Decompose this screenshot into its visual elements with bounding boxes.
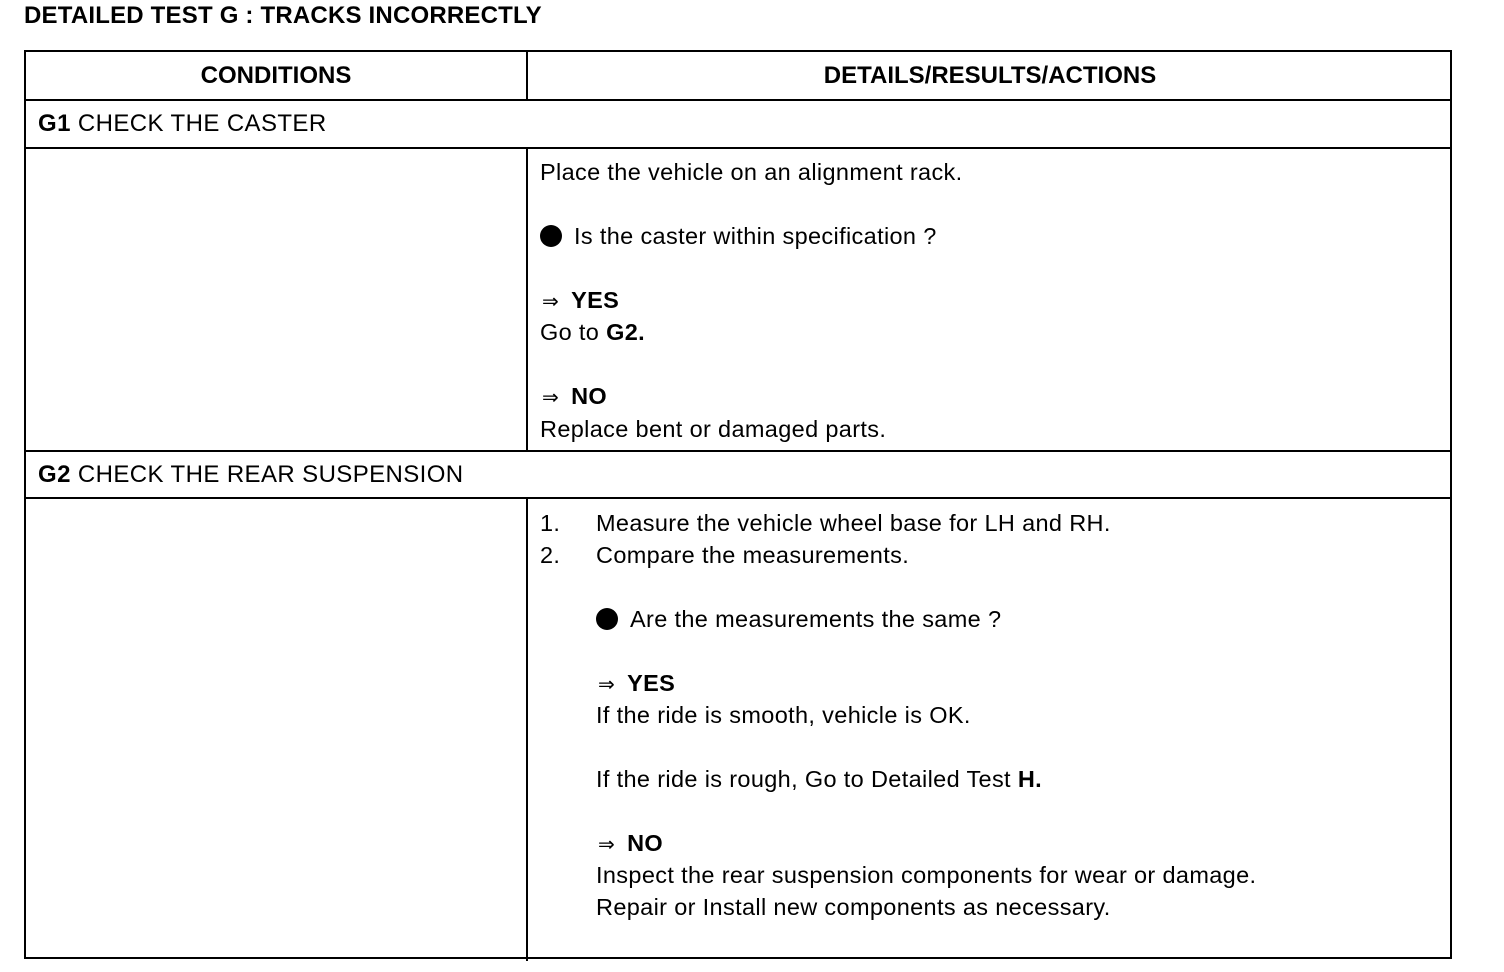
conditions-header: CONDITIONS (200, 62, 352, 89)
header-divider (26, 99, 1450, 101)
g1-title-row-fill (526, 101, 530, 147)
g2-step-2-text: Compare the measurements. (596, 542, 910, 568)
g2-step-1 (540, 509, 1111, 537)
section-g1-title (38, 110, 327, 138)
g2-yes-action-2 (596, 765, 1042, 793)
g2-yes-label: YES (627, 670, 676, 696)
double-arrow-right-icon: ⇒ (542, 289, 560, 313)
g1-yes-label: YES (571, 287, 620, 313)
filled-circle-icon (540, 225, 562, 247)
g2-no (598, 829, 663, 858)
g2-step-1-num: 1. (540, 510, 561, 536)
g2-no-action-2: Repair or Install new components as necessary. (596, 894, 1111, 920)
g1-yes-action-ref: G2. (606, 319, 646, 345)
g1-question (540, 222, 937, 250)
section-g2-title (38, 461, 464, 489)
g1-no-label: NO (571, 383, 608, 409)
g1-title-divider (26, 147, 1450, 149)
g1-question-text: Is the caster within specification ? (574, 223, 937, 249)
g1-yes (542, 286, 619, 315)
g1-no (542, 382, 607, 411)
g2-step-1-text: Measure the vehicle wheel base for LH and RH. (596, 510, 1111, 536)
g2-yes (598, 669, 675, 698)
g2-yes-action-1: If the ride is smooth, vehicle is OK. (596, 702, 971, 728)
double-arrow-right-icon: ⇒ (542, 385, 560, 409)
g2-step-2-num: 2. (540, 542, 561, 568)
details-header: DETAILS/RESULTS/ACTIONS (823, 62, 1157, 89)
g2-step-2 (540, 541, 909, 569)
column-divider (526, 52, 528, 961)
g2-no-label: NO (627, 830, 664, 856)
g2-question (596, 605, 1001, 633)
g2-title-divider (26, 497, 1450, 499)
g2-yes-action-2-prefix: If the ride is rough, Go to Detailed Test (596, 766, 1011, 792)
page-title: DETAILED TEST G : TRACKS INCORRECTLY (24, 2, 542, 29)
section-g1-id: G1 (38, 110, 71, 137)
g2-no-action-1: Inspect the rear suspension components for wear or damage. (596, 862, 1257, 888)
g2-title-row-fill (526, 452, 530, 497)
double-arrow-right-icon: ⇒ (598, 672, 616, 696)
g1-yes-action (540, 318, 645, 346)
g1-yes-action-prefix: Go to (540, 319, 600, 345)
section-g2-id: G2 (38, 461, 71, 488)
g1-section-divider (26, 450, 1450, 452)
g1-no-action: Replace bent or damaged parts. (540, 416, 887, 442)
double-arrow-right-icon: ⇒ (598, 832, 616, 856)
g2-yes-action-2-ref: H. (1017, 766, 1043, 792)
diagnostic-table (24, 50, 1452, 959)
section-g2-title-text: CHECK THE REAR SUSPENSION (77, 461, 464, 488)
section-g1-title-text: CHECK THE CASTER (77, 110, 327, 137)
g1-instruction: Place the vehicle on an alignment rack. (540, 159, 963, 185)
g2-question-text: Are the measurements the same ? (630, 606, 1002, 632)
filled-circle-icon (596, 608, 618, 630)
